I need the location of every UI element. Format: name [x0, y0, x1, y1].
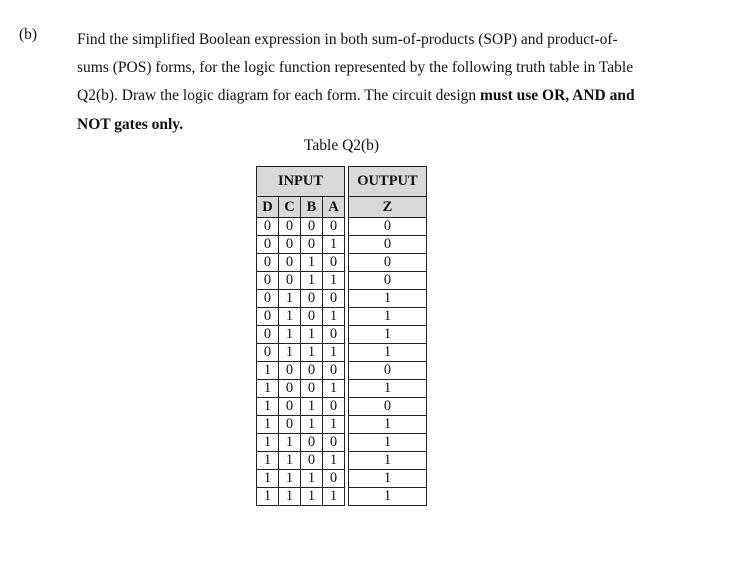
table-row	[257, 290, 427, 308]
table-caption: Table Q2(b)	[304, 137, 380, 154]
question-line-1: Find the simplified Boolean expression in both sum-of-products (SOP) and product-of-	[77, 31, 618, 48]
table-row	[257, 398, 427, 416]
cell-d: 1	[257, 488, 279, 506]
question-line-2: sums (POS) forms, for the logic function represented by the following truth table in Table	[77, 59, 634, 77]
truth-table	[256, 166, 427, 506]
column-header-b: B	[301, 197, 323, 218]
input-header: INPUT	[257, 167, 345, 197]
cell-d: 0	[257, 326, 279, 344]
cell-d: 0	[257, 254, 279, 272]
question-line-3	[77, 82, 697, 110]
cell-z: 0	[349, 254, 427, 272]
table-group-header-row	[257, 167, 427, 197]
cell-c: 1	[279, 470, 301, 488]
table-row	[257, 488, 427, 506]
output-header: OUTPUT	[349, 167, 427, 197]
cell-d: 1	[257, 470, 279, 488]
cell-b: 0	[301, 236, 323, 254]
cell-d: 0	[257, 344, 279, 362]
question-text	[77, 26, 697, 139]
cell-c: 0	[279, 398, 301, 416]
cell-d: 0	[257, 236, 279, 254]
table-row	[257, 326, 427, 344]
table-row	[257, 254, 427, 272]
question-line-4-bold: NOT gates only.	[77, 115, 184, 133]
cell-b: 1	[301, 416, 323, 434]
cell-c: 1	[279, 290, 301, 308]
cell-a: 1	[323, 488, 345, 506]
question-label: (b)	[19, 26, 38, 43]
cell-a: 0	[323, 326, 345, 344]
cell-a: 1	[323, 452, 345, 470]
cell-z: 0	[349, 272, 427, 290]
cell-d: 1	[257, 416, 279, 434]
cell-c: 1	[279, 326, 301, 344]
cell-b: 0	[301, 308, 323, 326]
cell-c: 0	[279, 236, 301, 254]
table-row	[257, 218, 427, 236]
table-row	[257, 452, 427, 470]
cell-b: 1	[301, 398, 323, 416]
cell-d: 1	[257, 398, 279, 416]
cell-d: 0	[257, 290, 279, 308]
column-header-z: Z	[349, 197, 427, 218]
table-row	[257, 362, 427, 380]
table-row	[257, 380, 427, 398]
table-row	[257, 308, 427, 326]
cell-a: 1	[323, 308, 345, 326]
cell-a: 1	[323, 416, 345, 434]
cell-a: 1	[323, 380, 345, 398]
question-line-4	[77, 111, 697, 139]
cell-z: 0	[349, 218, 427, 236]
cell-b: 0	[301, 362, 323, 380]
cell-a: 0	[323, 362, 345, 380]
cell-d: 0	[257, 308, 279, 326]
column-header-d: D	[257, 197, 279, 218]
cell-b: 0	[301, 434, 323, 452]
cell-c: 0	[279, 380, 301, 398]
cell-c: 1	[279, 488, 301, 506]
table-row	[257, 272, 427, 290]
cell-b: 1	[301, 254, 323, 272]
cell-b: 0	[301, 290, 323, 308]
cell-z: 1	[349, 470, 427, 488]
cell-a: 0	[323, 470, 345, 488]
cell-a: 1	[323, 344, 345, 362]
cell-b: 0	[301, 218, 323, 236]
cell-a: 0	[323, 434, 345, 452]
cell-c: 0	[279, 218, 301, 236]
cell-a: 0	[323, 254, 345, 272]
cell-a: 1	[323, 236, 345, 254]
cell-d: 0	[257, 272, 279, 290]
cell-b: 1	[301, 488, 323, 506]
cell-a: 0	[323, 398, 345, 416]
cell-c: 1	[279, 434, 301, 452]
table-column-header-row	[257, 197, 427, 218]
question-line-3-bold: must use OR, AND and	[480, 87, 635, 105]
cell-b: 0	[301, 452, 323, 470]
cell-a: 0	[323, 218, 345, 236]
cell-z: 0	[349, 398, 427, 416]
table-row	[257, 416, 427, 434]
cell-d: 1	[257, 452, 279, 470]
cell-z: 1	[349, 452, 427, 470]
cell-b: 0	[301, 380, 323, 398]
cell-z: 1	[349, 416, 427, 434]
cell-z: 0	[349, 236, 427, 254]
cell-z: 1	[349, 344, 427, 362]
cell-z: 1	[349, 380, 427, 398]
cell-c: 1	[279, 344, 301, 362]
cell-z: 1	[349, 290, 427, 308]
cell-z: 1	[349, 326, 427, 344]
cell-z: 1	[349, 488, 427, 506]
cell-c: 1	[279, 308, 301, 326]
cell-b: 1	[301, 470, 323, 488]
cell-a: 0	[323, 290, 345, 308]
cell-c: 1	[279, 452, 301, 470]
cell-d: 0	[257, 218, 279, 236]
cell-c: 0	[279, 362, 301, 380]
cell-c: 0	[279, 272, 301, 290]
cell-z: 1	[349, 434, 427, 452]
cell-c: 0	[279, 416, 301, 434]
table-row	[257, 236, 427, 254]
cell-b: 1	[301, 344, 323, 362]
table-row	[257, 434, 427, 452]
cell-d: 1	[257, 434, 279, 452]
question-line-3-text: Q2(b). Draw the logic diagram for each form. The circuit design	[77, 87, 480, 105]
column-header-a: A	[323, 197, 345, 218]
cell-d: 1	[257, 362, 279, 380]
cell-d: 1	[257, 380, 279, 398]
cell-z: 1	[349, 308, 427, 326]
cell-c: 0	[279, 254, 301, 272]
cell-b: 1	[301, 326, 323, 344]
cell-z: 0	[349, 362, 427, 380]
column-header-c: C	[279, 197, 301, 218]
cell-b: 1	[301, 272, 323, 290]
table-row	[257, 470, 427, 488]
cell-a: 1	[323, 272, 345, 290]
table-row	[257, 344, 427, 362]
